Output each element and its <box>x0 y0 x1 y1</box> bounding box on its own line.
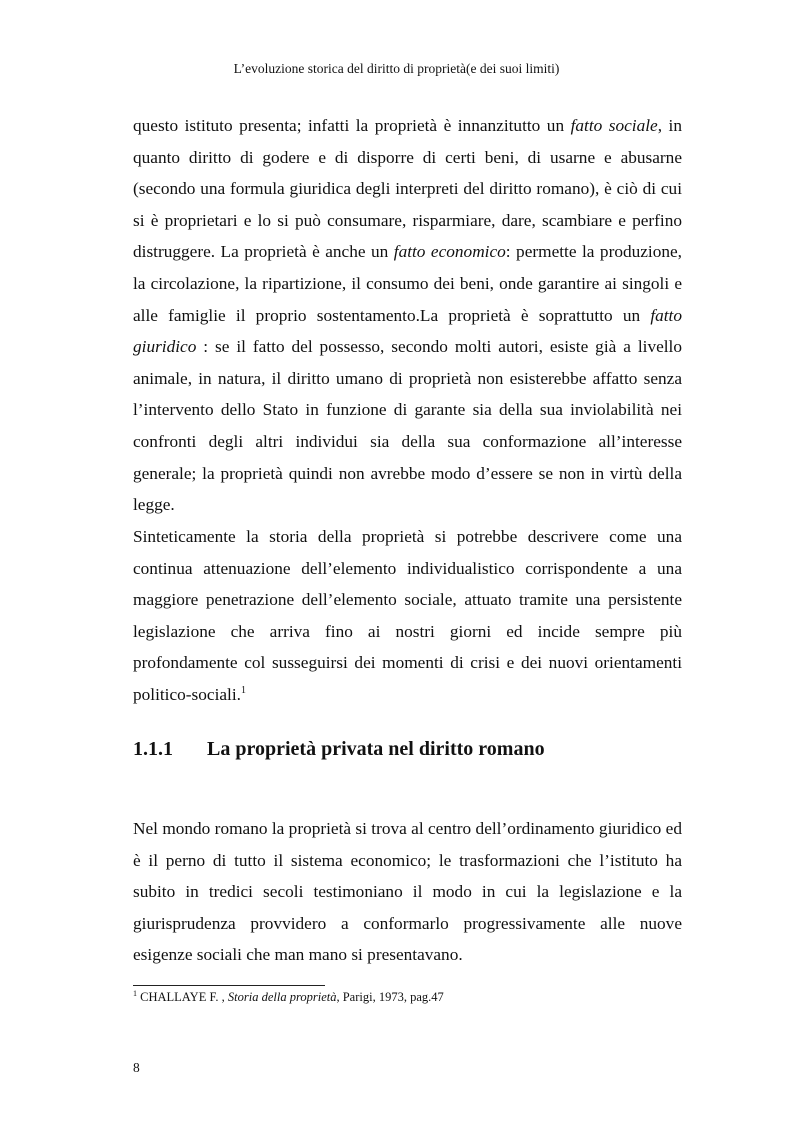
body-paragraph-1: questo istituto presenta; infatti la proprietà è innanzitutto un fatto sociale, in quanto diritto di godere e di disporre di certi beni, di usarne e abusarne (secondo una formula giuridica degli interpreti del diritto romano), è ciò di cui si è proprietari e lo si può consumare, risparmiare, dare, scambiare e perfino distruggere. La proprietà è anche un fatto economico: permette la produzione, la circolazione, la ripartizione, il consumo dei beni, onde garantire ai singoli e alle famiglie il proprio sostentamento.La proprietà è soprattutto un fatto giuridico : se il fatto del possesso, secondo molti autori, esiste già a livello animale, in natura, il diritto umano di proprietà non esisterebbe affatto senza l’intervento dello Stato in funzione di garante sia della sua inviolabilità nei confronti degli altri individui sia della sua conformazione all’interesse generale; la proprietà quindi non avrebbe modo d’essere se non in virtù della legge. <box>133 116 682 515</box>
footnote-reference[interactable]: 1 <box>240 684 246 696</box>
section-heading <box>133 738 545 761</box>
section-title: La proprietà privata nel diritto romano <box>207 738 545 760</box>
body-paragraph-3: Nel mondo romano la proprietà si trova al centro dell’ordinamento giuridico ed è il perno di tutto il sistema economico; le trasformazioni che l’istituto ha subito in tredici secoli testimoniano il modo in cui la legislazione e la giurisprudenza provvidero a conformarlo progressivamente alle nuove esigenze sociali che man mano si presentavano. <box>133 819 682 965</box>
italic-term: fatto economico <box>393 242 506 262</box>
italic-term: fatto giuridico <box>133 305 682 357</box>
footnote-book-title: Storia della proprietà <box>227 990 337 1004</box>
section-number: 1.1.1 <box>133 738 173 760</box>
footnote-divider <box>133 985 325 986</box>
body-paragraph-2: Sinteticamente la storia della proprietà si potrebbe descrivere come una continua attenuazione dell’elemento individualistico corrispondente a una maggiore penetrazione dell’elemento sociale, attuato tramite una persistente legislazione che arriva fino ai nostri giorni ed incide sempre più profondamente col susseguirsi dei momenti di crisi e dei nuovi orientamenti politico-sociali.$^1$ <box>133 527 682 704</box>
footnote-marker: 1 <box>133 989 137 998</box>
running-header: L’evoluzione storica del diritto di proprietà(e dei suoi limiti) <box>233 61 560 76</box>
italic-term: fatto sociale <box>570 116 658 135</box>
page-number: 8 <box>133 1060 140 1075</box>
footnote: $^1$ CHALLAYE F. , Storia della proprietà, Parigi, 1973, pag.47 <box>133 989 444 1004</box>
